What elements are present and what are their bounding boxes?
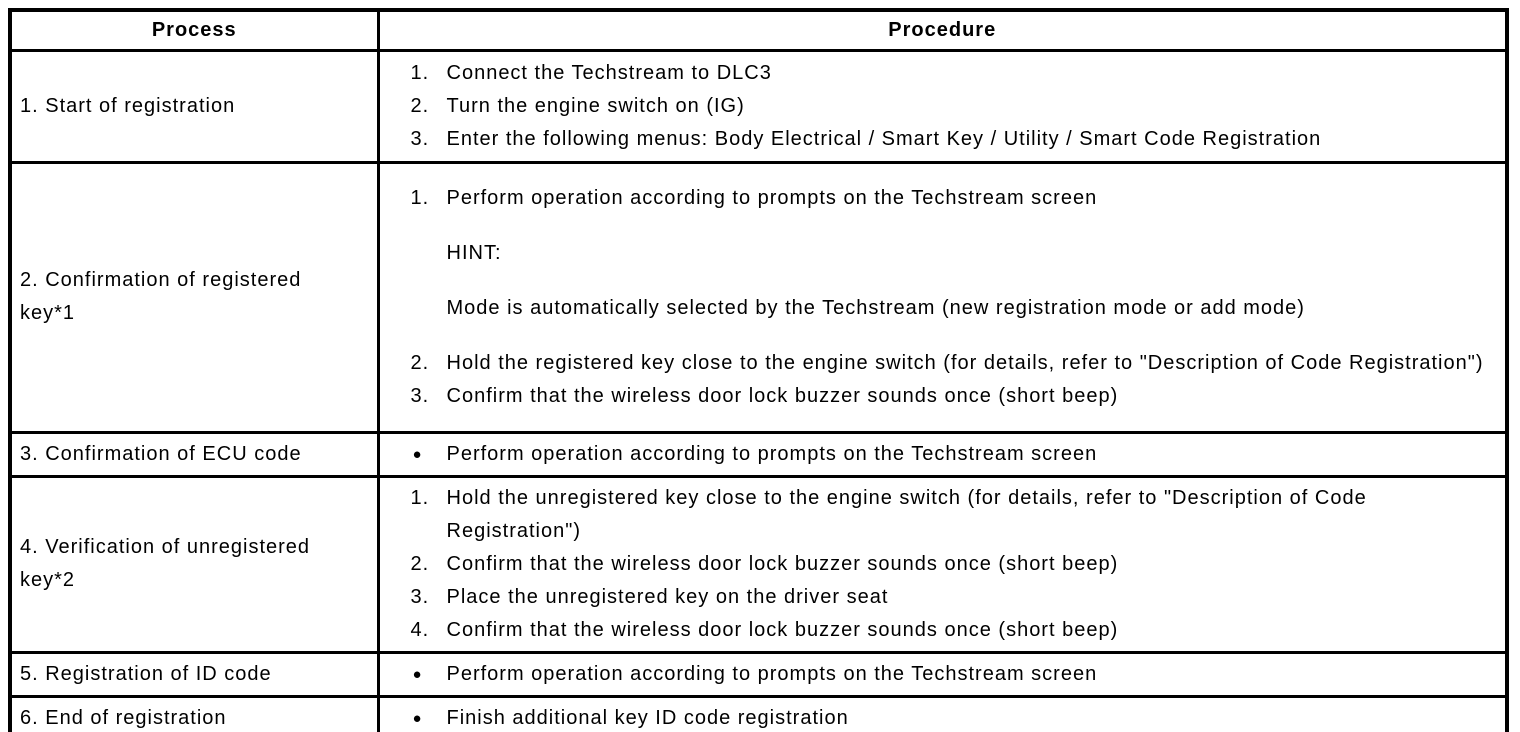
process-label: 3. Confirmation of ECU code [20,442,302,465]
table-row [10,476,1507,652]
table-row [10,652,1507,696]
procedure-cell [378,652,1507,696]
procedure-item [411,581,1496,614]
procedure-item [411,123,1496,156]
procedure-list [411,482,1496,647]
procedure-cell [378,696,1507,732]
procedure-cell [378,432,1507,476]
item-marker: ● [412,445,423,463]
item-marker: 2. [410,552,430,575]
item-text: Place the unregistered key on the driver seat [446,585,889,608]
item-text: Confirm that the wireless door lock buzzer sounds once (short beep) [446,552,1119,575]
item-marker: 1. [410,486,430,509]
item-text: Perform operation according to prompts on the Techstream screen [446,662,1098,685]
item-marker: 3. [410,585,430,608]
procedure-item [411,182,1496,215]
procedure-item [411,548,1496,581]
process-label: 4. Verification of unregistered key*2 [20,536,311,591]
procedure-item [411,438,1496,471]
process-cell [10,476,378,652]
process-label: 6. End of registration [20,706,227,729]
procedure-cell [378,50,1507,162]
procedure-item [411,90,1496,123]
procedure-cell [378,162,1507,432]
process-label: 5. Registration of ID code [20,662,272,685]
item-marker: 3. [410,384,430,407]
procedure-list [411,702,1496,732]
item-text: HINT: [446,241,502,264]
item-marker [411,292,447,325]
item-marker: ● [412,665,423,683]
item-marker: ● [412,709,423,727]
item-text: Perform operation according to prompts on the Techstream screen [446,442,1098,465]
procedure-item [411,614,1496,647]
item-marker: 1. [410,186,430,209]
procedure-list [411,182,1496,413]
item-text: Turn the engine switch on (IG) [446,94,745,117]
item-text: Finish additional key ID code registration [446,706,849,729]
process-column-header: Process [10,10,378,50]
procedure-item [411,482,1496,548]
process-label: 1. Start of registration [20,94,236,117]
procedure-item [411,380,1496,413]
table-body [10,50,1507,732]
procedure-item [411,347,1496,380]
item-marker: 3. [410,127,430,150]
item-marker [411,237,447,270]
table-row [10,50,1507,162]
item-text: Hold the unregistered key close to the engine switch (for details, refer to "Description of Code Registration") [446,486,1367,542]
table-row [10,162,1507,432]
process-cell [10,432,378,476]
process-cell [10,162,378,432]
process-label: 2. Confirmation of registered key*1 [20,269,302,324]
procedure-item [411,57,1496,90]
procedure-item [411,702,1496,732]
table-row [10,432,1507,476]
item-marker: 2. [410,351,430,374]
item-marker: 2. [410,94,430,117]
procedure-item [411,237,1496,270]
table-row [10,696,1507,732]
item-text: Confirm that the wireless door lock buzzer sounds once (short beep) [446,384,1119,407]
item-text: Connect the Techstream to DLC3 [446,61,772,84]
item-text: Hold the registered key close to the engine switch (for details, refer to "Description of Code Registration") [446,351,1484,374]
table-header-row [10,10,1507,50]
process-cell [10,696,378,732]
item-text: Mode is automatically selected by the Techstream (new registration mode or add mode) [446,296,1305,319]
item-text: Perform operation according to prompts on the Techstream screen [446,186,1098,209]
item-text: Confirm that the wireless door lock buzzer sounds once (short beep) [446,618,1119,641]
procedure-table [8,8,1509,732]
item-text: Enter the following menus: Body Electrical / Smart Key / Utility / Smart Code Registration [446,127,1322,150]
item-marker: 4. [410,618,430,641]
procedure-list [411,438,1496,471]
procedure-list [411,57,1496,156]
procedure-list [411,658,1496,691]
procedure-cell [378,476,1507,652]
procedure-column-header: Procedure [378,10,1507,50]
item-marker: 1. [410,61,430,84]
process-cell [10,652,378,696]
process-cell [10,50,378,162]
procedure-item [411,292,1496,325]
procedure-item [411,658,1496,691]
